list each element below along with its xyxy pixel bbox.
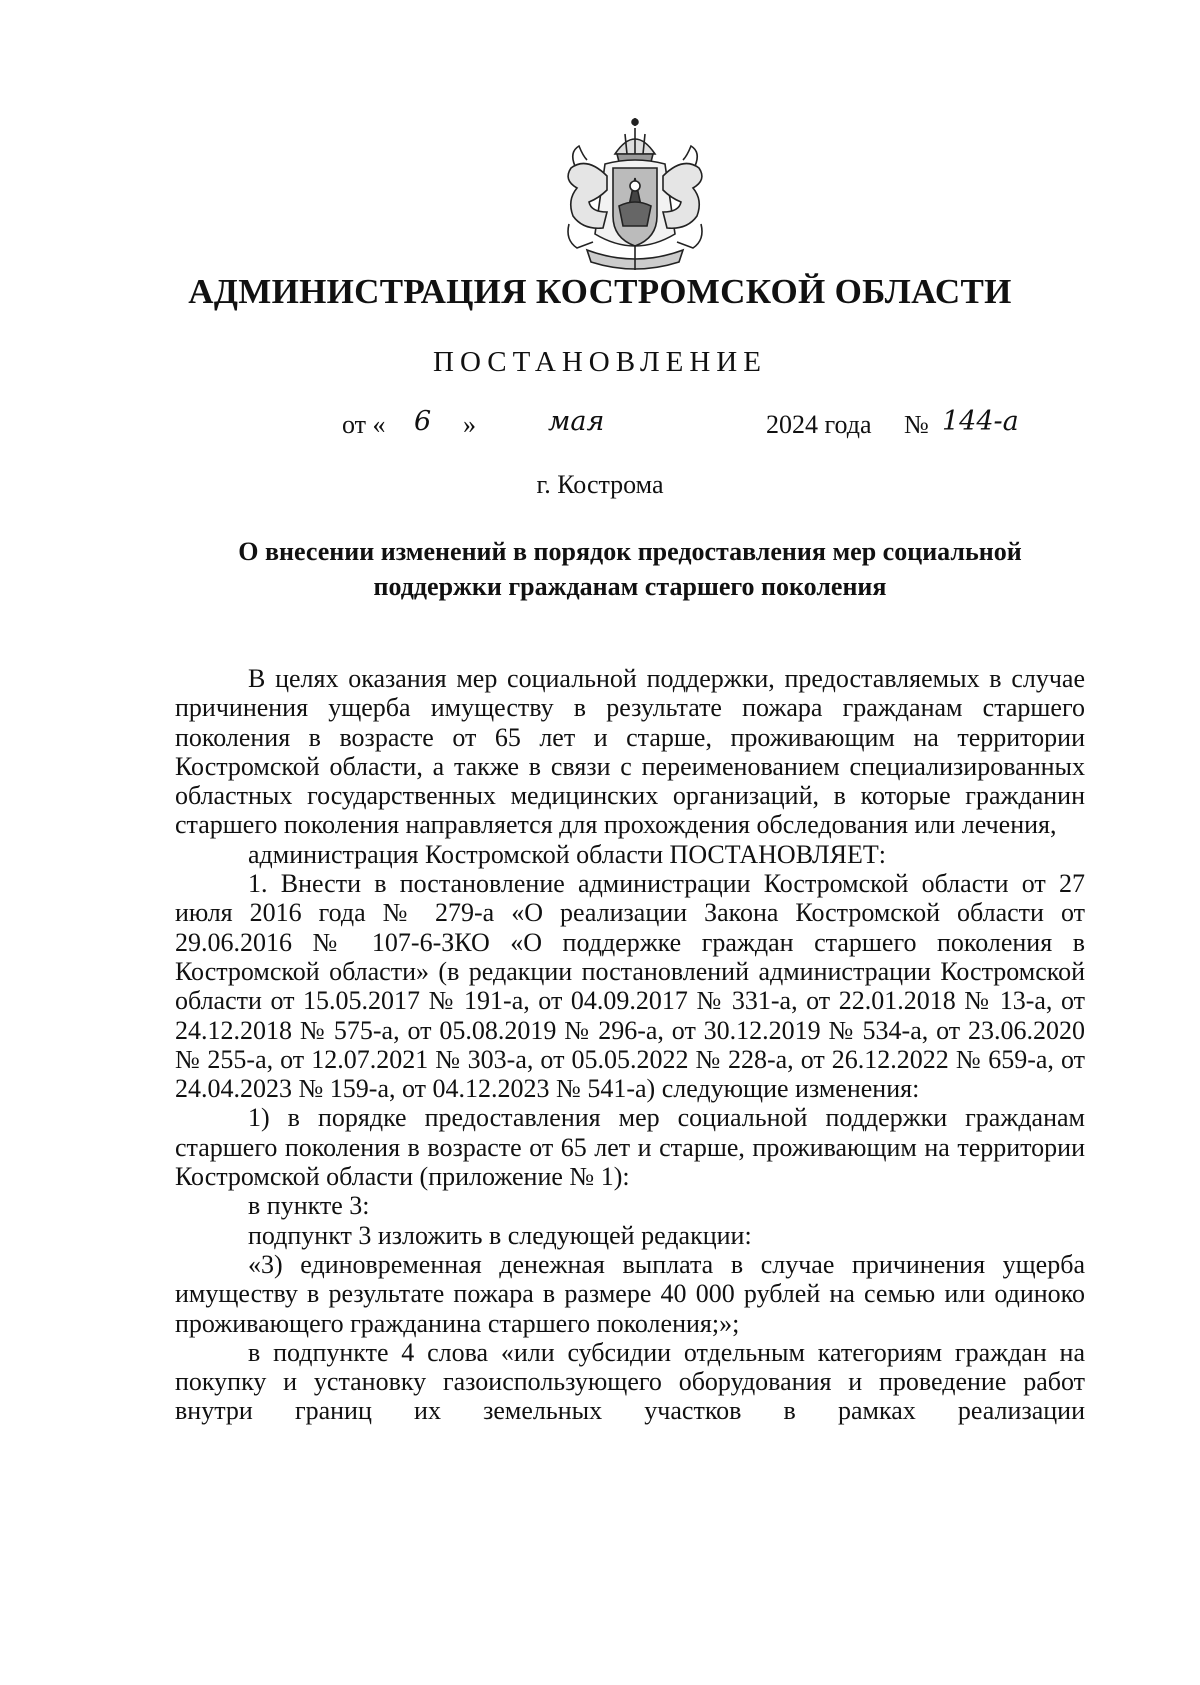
subject-title [180,534,1080,604]
document-number: 144-а [942,406,1019,437]
paragraph: в пункте 3: [248,1191,370,1221]
paragraph: 1. Внести в постановление администрации Костромской области от 27 июля 2016 года № 279-а «О реализации Закона Костромской области от 29.06.2016 № 107-6-ЗКО «О поддержке граждан старшего поколения в Костромской области» (в редакции постановлений администрации Костромской области от 15.05.2017 № 191-а, от 04.09.2017 № 331-а, от 22.01.2018 № 13-а, от 24.12.2018 № 575-а, от 05.08.2019 № 296-а, от 30.12.2019 № 534-а, от 23.06.2020 № 255-а, от 12.07.2021 № 303-а, от 05.05.2022 № 228-а, от 26.12.2022 № 659-а, от 24.04.2023 № 159-а, от 04.12.2023 № 541-а) следующие изменения: [175,869,1085,1104]
paragraph: «3) единовременная денежная выплата в случае причинения ущерба имуществу в результате пожара в размере 40 000 рублей на семью или одиноко проживающего гражданина старшего поколения;»; [175,1249,1085,1338]
date-line [0,406,1200,454]
number-label: № [904,410,929,439]
city: г. Кострома [536,470,664,499]
date-quote-close: » [463,410,476,439]
date-prefix: от « [342,410,386,439]
date-year: 2024 года [766,410,872,439]
subject-line-2: поддержки гражданам старшего поколения [373,572,887,601]
document-body [175,664,1085,1426]
coat-of-arms-icon [547,116,723,274]
organization-title: АДМИНИСТРАЦИЯ КОСТРОМСКОЙ ОБЛАСТИ [188,272,1012,311]
date-day: 6 [414,406,432,437]
paragraph: в подпункте 4 слова «или субсидии отдельным категориям граждан на покупку и установку газоиспользующего оборудования и проведение работ внутри границ их земельных участков в рамках реализации [175,1337,1085,1426]
paragraph: В целях оказания мер социальной поддержки, предоставляемых в случае причинения ущерба имуществу в результате пожара гражданам старшего поколения в возрасте от 65 лет и старше, проживающим на территории Костромской области, а также в связи с переименованием специализированных областных государственных медицинских организаций, в которые гражданин старшего поколения направляется для прохождения обследования или лечения, [175,664,1085,840]
paragraph: 1) в порядке предоставления мер социальной поддержки гражданам старшего поколения в возрасте от 65 лет и старше, проживающим на территории Костромской области (приложение № 1): [175,1103,1085,1192]
paragraph: подпункт 3 изложить в следующей редакции: [248,1220,752,1250]
document-type: ПОСТАНОВЛЕНИЕ [433,346,767,378]
subject-line-1: О внесении изменений в порядок предоставления мер социальной [238,537,1022,566]
paragraph: администрация Костромской области ПОСТАНОВЛЯЕТ: [248,839,887,869]
date-month: мая [548,406,605,437]
